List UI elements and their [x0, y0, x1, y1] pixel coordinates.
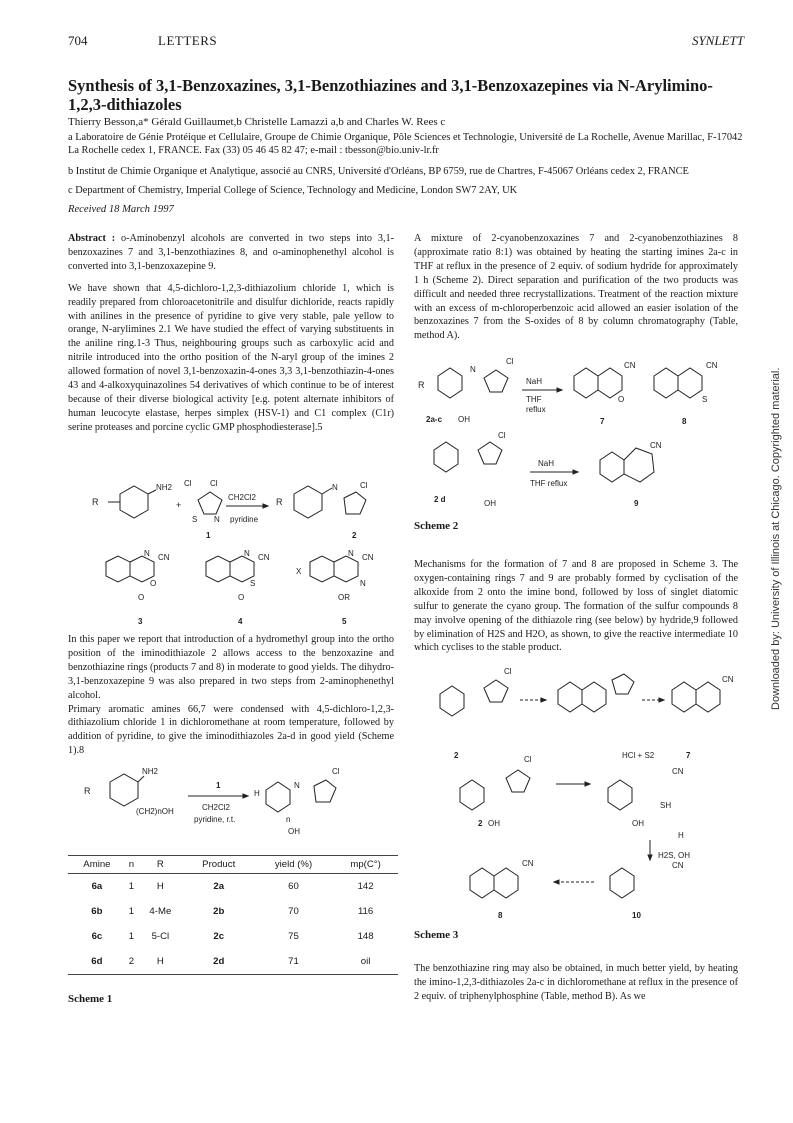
s-label: S [702, 395, 708, 404]
x-label: X [296, 567, 302, 576]
author-list: Thierry Besson,a* Gérald Guillaumet,b Christelle Lamazzi a,b and Charles W. Rees c [68, 116, 446, 128]
header-mp: mp(C°) [333, 856, 398, 874]
intro-paragraph: We have shown that 4,5-dichloro-1,2,3-dithiazolium chloride 1, which is readily prepared from chloroacetonitrile and disulfur dichloride, reacts rapidly with anilines in the presence of pyridine to give very stable, pale yellow to orange, N-arylimines 2.1 We have studied the effect of varying substituents in the aniline ring.1-3 Thus, neighbouring groups such as carboxylic acid and nitrile introduced into the ortho position of the N-aryl group of the imines 2 allowed formation of novel 3,1-benzoxazin-4-ones 3,3 3,1-benzothiazin-4-ones 43 and 4-alkoxyquinazolines 54 derivatives of which continue to be of interest because of their diverse biological activity [e.g. potent alternate inhibitors of human leucocyte elastase, herpes simplex (HSV-1) and C1 complex (C1r) serine proteases and porcine cyclic GMP phosphodiesterase].5 [68, 282, 394, 433]
benzene-ring [120, 486, 148, 518]
report-paragraph: In this paper we report that introduction of a hydromethyl group into the ortho position of the iminodithiazole 2 allows access to the benzoxazine and benzothiazine rings (products 7 and 8) in moderate to good yields. The dihydro-3,1-benzoxazepine 9 was also prepared in two steps from 2-aminophenethyl alcohol. [68, 634, 395, 701]
cell: 2a [213, 881, 225, 892]
oxazine-ring [598, 368, 622, 398]
compound-1-label: 1 [206, 531, 211, 540]
cl-label: Cl [524, 755, 532, 764]
scheme-2-label: Scheme 2 [414, 520, 459, 532]
table-header-row [68, 856, 398, 874]
header-yield: yield (%) [254, 856, 333, 874]
n-label: N [332, 483, 338, 492]
benzene-ring [440, 686, 464, 716]
left-column-lower [68, 633, 394, 766]
nah-label: NaH [526, 377, 543, 386]
plus-sign: + [176, 500, 182, 510]
benzene-ring [574, 368, 598, 398]
compound-5-label: 5 [342, 617, 347, 626]
compound-2-label: 2 [352, 531, 357, 540]
page-number: 704 [68, 33, 88, 48]
cl-label: Cl [184, 479, 192, 488]
o-label: O [138, 593, 145, 602]
cell: 60 [288, 881, 299, 892]
article-title: Synthesis of 3,1-Benzoxazines, 3,1-Benzothiazines and 3,1-Benzoxazepines via N-Arylimino-1,2,3-dithiazoles [68, 76, 713, 114]
byproduct-label: H2S, OH [658, 851, 691, 860]
cell: 2b [213, 906, 225, 917]
h-label: H [678, 831, 684, 840]
scheme-2-reaction [414, 354, 754, 514]
compound-4-label: 4 [238, 617, 243, 626]
compound-9-label: 9 [634, 499, 639, 508]
conditions-label: pyridine, r.t. [194, 815, 236, 824]
dithiazole-ring [344, 492, 366, 514]
cn-label: CN [650, 441, 662, 450]
cell: 142 [357, 881, 374, 892]
compound-10-label: 10 [632, 911, 641, 920]
scheme-3-mechanism [414, 660, 754, 922]
reagent-1-label: 1 [216, 781, 221, 790]
cn-label: CN [672, 861, 684, 870]
dithiazolium-ring [198, 492, 222, 514]
or-label: OR [338, 593, 350, 602]
benzene-ring [654, 368, 678, 398]
r-label: R [92, 497, 99, 507]
nh2-label: NH2 [156, 483, 173, 492]
table-row [68, 949, 398, 975]
benzene-ring [110, 774, 138, 806]
affiliation-b: b Institut de Chimie Organique et Analytique, associé au CNRS, Université d'Orléans, BP 6759, rue de Chartres, F-45067 Orléans cedex 2, FRANCE [68, 166, 689, 177]
n-subscript: n [286, 815, 291, 824]
compound-2d-label: 2 d [434, 495, 446, 504]
cn-label: CN [624, 361, 636, 370]
benzene-ring [600, 452, 624, 482]
sh-label: SH [660, 801, 672, 810]
structure-4 [206, 549, 270, 626]
oxazine-ring [582, 682, 606, 712]
cell: 6d [68, 949, 126, 975]
header-amine: Amine [68, 856, 126, 874]
mixture-paragraph: A mixture of 2-cyanobenzoxazines 7 and 2-cyanobenzothiazines 8 (approximate ratio 8:1) was obtained by heating the starting imines 2a-c in THF at reflux in the presence of 2 equiv. of sodium hydride for approximately 1 h (Scheme 2). Direct separation and purification of the two products was difficult and needed three recrystallizations. Treatment of the reaction mixture with an excess of m-chloroperbenzoic acid allowed an easier isolation of the benzoxazines 7 from the S-oxides of 8 by column chromatography (Table, method A). [414, 233, 738, 342]
compound-2-label: 2 [454, 751, 459, 760]
header-n: n [126, 856, 137, 874]
benzene-ring [608, 780, 632, 810]
structure-5 [296, 549, 374, 626]
cn-label: CN [672, 767, 684, 776]
benzene-ring [460, 780, 484, 810]
cl-label: Cl [498, 431, 506, 440]
n-label: N [144, 549, 150, 558]
dithiazole-ring [612, 674, 634, 694]
h-label: H [254, 789, 260, 798]
scheme-reaction-dithiazole [88, 478, 388, 544]
cell: 1 [128, 906, 135, 917]
scheme-3-label: Scheme 3 [414, 929, 459, 941]
benzene-ring [294, 486, 322, 518]
benzene-ring [558, 682, 582, 712]
cell: oil [333, 949, 398, 975]
r-label: R [84, 786, 91, 796]
affiliation-a: a Laboratoire de Génie Protéique et Cellulaire, Groupe de Chimie Organique, Pôle Sciences et Technologie, Université de La Rochelle, Avenue Marillac, F-17042 La Rochelle cedex 1, FRANCE. Fax (33) 05 46 45 82 47; e-mail : tbesson@bio.univ-lr.fr [68, 132, 743, 157]
cell: 5-Cl [151, 931, 170, 942]
dithiazole-ring [314, 780, 336, 802]
compound-8-label: 8 [498, 911, 503, 920]
cell: 6b [91, 906, 103, 917]
benzene-ring [266, 782, 290, 812]
oh-label: OH [458, 415, 470, 424]
dithiazole-ring [484, 370, 508, 392]
s-label: S [192, 515, 198, 524]
cell: H [137, 949, 183, 975]
cell: 2 [126, 949, 137, 975]
mechanism-paragraph: Mechanisms for the formation of 7 and 8 are proposed in Scheme 3. The oxygen-containing rings 7 and 9 are probably formed by cyclisation of the alkoxide from 2 onto the imine bond, followed by loss of singlet diatomic sulfur to generate the cyano group. The formation of the sulfur compounds 8 may involve opening of the dithiazole ring (see below) by hydride,9 followed by elimination of H2S and H2O, as shown, to give the reactive intermediate 10 which cyclises to the stable product. [414, 559, 738, 654]
cn-label: CN [158, 553, 170, 562]
header-r: R [137, 856, 183, 874]
compound-3-label: 3 [138, 617, 143, 626]
oh-label: OH [288, 827, 300, 836]
journal-section: LETTERS [158, 33, 218, 48]
compound-2ac-label: 2a-c [426, 415, 443, 424]
cell: 6c [91, 931, 103, 942]
solvent-label: CH2Cl2 [228, 493, 257, 502]
cn-label: CN [522, 859, 534, 868]
cell: 4-Me [149, 906, 172, 917]
amines-paragraph: Primary aromatic amines 66,7 were condensed with 4,5-dichloro-1,2,3-dithiazolium chloride 1 in dichloromethane at room temperature, followed by addition of pyridine, to give the iminodithiazoles 2a-d in good yield (Scheme 1).8 [68, 703, 394, 757]
dithiazole-ring [478, 442, 502, 464]
scheme-1-table [68, 855, 398, 975]
n-label: N [470, 365, 476, 374]
o-label: O [618, 395, 625, 404]
cell: 71 [254, 949, 333, 975]
structures-3-4-5 [98, 548, 398, 628]
abstract-text: o-Aminobenzyl alcohols are converted in two steps into 3,1-benzoxazines 7 and 3,1-benzothiazines 8, and o-aminophenethyl alcohol is converted into 3,1-benzoxazepine 9. [68, 233, 395, 272]
base-label: pyridine [230, 515, 259, 524]
cell: 70 [288, 906, 299, 917]
abstract-label: Abstract : [68, 233, 116, 244]
nah-label: NaH [538, 459, 555, 468]
oh-label: OH [488, 819, 500, 828]
n-label: N [214, 515, 220, 524]
compound-7-label: 7 [600, 417, 605, 426]
benzene-ring [434, 442, 458, 472]
cell: 148 [357, 931, 374, 942]
cell: 75 [288, 931, 299, 942]
dithiazole-ring [506, 770, 530, 792]
oxazepine-ring [624, 448, 654, 482]
cn-label: CN [706, 361, 718, 370]
r-label: R [276, 497, 283, 507]
left-column [68, 232, 394, 443]
compound-2-label: 2 [478, 819, 483, 828]
scheme-1-reaction [80, 762, 380, 852]
benzene-ring [438, 368, 462, 398]
byproduct-label: HCl + S2 [622, 751, 655, 760]
affiliation-c: c Department of Chemistry, Imperial College of Science, Technology and Medicine, London SW7 2AY, UK [68, 185, 518, 196]
cell: 2c [213, 931, 225, 942]
scheme-1-label: Scheme 1 [68, 993, 113, 1005]
reflux-label: reflux [526, 405, 546, 414]
cell: 6a [91, 881, 103, 892]
cell: 1 [128, 881, 135, 892]
benzene-ring [470, 868, 494, 898]
oxazine-ring [696, 682, 720, 712]
journal-name: SYNLETT [691, 33, 744, 48]
header-product: Product [184, 856, 254, 874]
dithiazole-ring [484, 680, 508, 702]
table-row [68, 899, 398, 924]
cn-label: CN [722, 675, 734, 684]
benzene-ring [610, 868, 634, 898]
cl-label: Cl [504, 667, 512, 676]
benzothiazine-paragraph: The benzothiazine ring may also be obtained, in much better yield, by heating the imino-1,2,3-dithiazoles 2a-c in dichloromethane at reflux in the presence of 2 equiv. of triphenylphosphine (Table, method B). As we [414, 963, 738, 1002]
cell: 116 [357, 906, 374, 917]
o-label: O [238, 593, 245, 602]
n-label: N [360, 579, 366, 588]
n-label: N [244, 549, 250, 558]
cell: H [156, 881, 164, 892]
received-date: Received 18 March 1997 [68, 204, 174, 215]
cl-label: Cl [210, 479, 218, 488]
cn-label: CN [362, 553, 374, 562]
cn-label: CN [258, 553, 270, 562]
cl-label: Cl [506, 357, 514, 366]
structure-3 [106, 549, 170, 626]
n-label: N [294, 781, 300, 790]
abstract [68, 232, 394, 274]
table-row [68, 924, 398, 949]
nh2-label: NH2 [142, 767, 159, 776]
download-watermark: Downloaded by: University of Illinois at Chicago. Copyrighted material. [770, 367, 782, 710]
benzene-ring [672, 682, 696, 712]
compound-7-label: 7 [686, 751, 691, 760]
n-label: N [348, 549, 354, 558]
oh-label: OH [484, 499, 496, 508]
s-label: S [250, 579, 256, 588]
compound-8-label: 8 [682, 417, 687, 426]
r-label: R [418, 380, 425, 390]
thiazine-ring [678, 368, 702, 398]
o-label: O [150, 579, 157, 588]
thf-label: THF [526, 395, 542, 404]
thiazine-ring [494, 868, 518, 898]
conditions-label: THF reflux [530, 479, 568, 488]
cell: 2d [184, 949, 254, 975]
oh-label: OH [632, 819, 644, 828]
cl-label: Cl [332, 767, 340, 776]
cl-label: Cl [360, 481, 368, 490]
table-row [68, 874, 398, 900]
ch2noh-label: (CH2)nOH [136, 807, 174, 816]
cell: 1 [128, 931, 135, 942]
solvent-label: CH2Cl2 [202, 803, 231, 812]
